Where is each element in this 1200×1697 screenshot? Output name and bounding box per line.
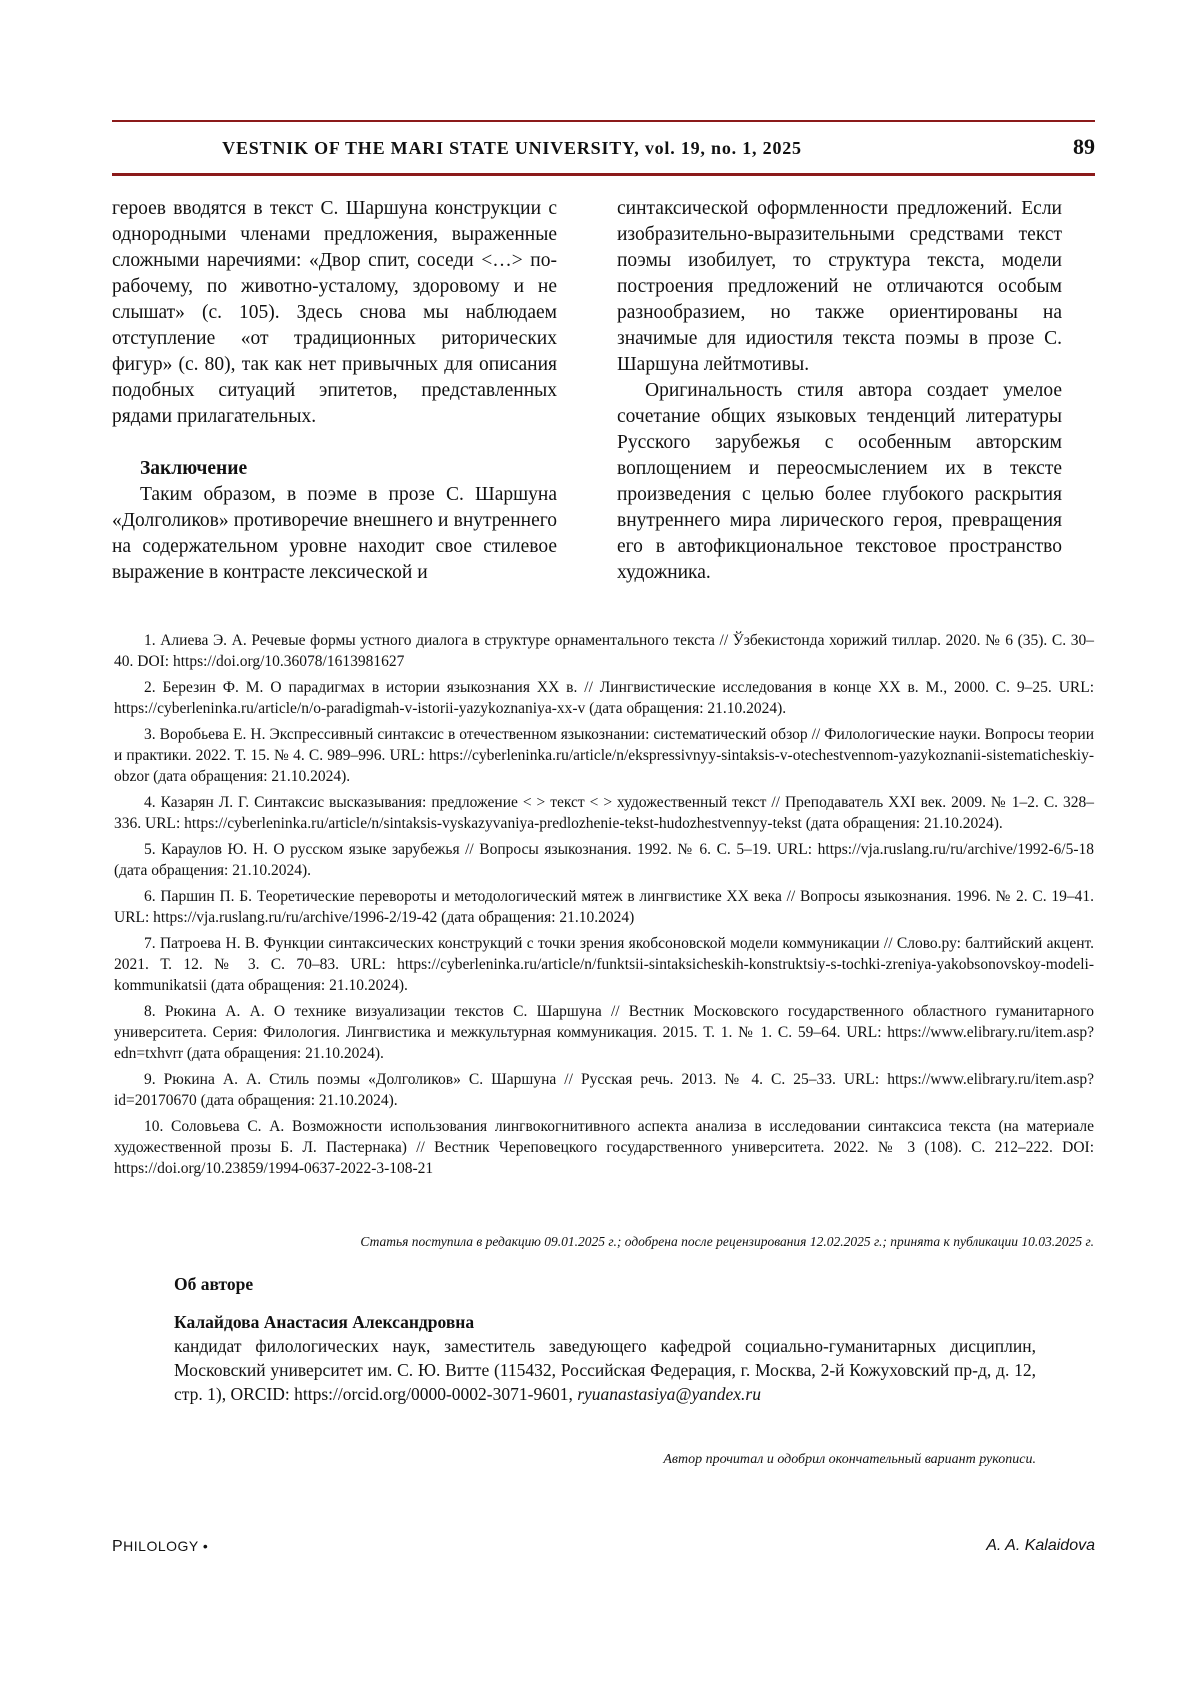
reference-item: 6. Паршин П. Б. Теоретические перевороты и методологический мятеж в лингвистике XX века // Вопросы языкознания. 1996. № 2. С. 19–41. URL: https://vja.ruslang.ru/ru/archive/1996-2/19-42 (дата обращения: 21.10.2024) <box>114 888 1094 926</box>
reference-item: 8. Рюкина А. А. О технике визуализации текстов С. Шаршуна // Вестник Московского государственного областного гуманитарного университета. Серия: Филология. Лингвистика и межкультурная коммуникация. 2015. Т. 1. № 1. С. 59–64. URL: https://www.elibrary.ru/item.asp?edn=txhvrr (дата обращения: 21.10.2024). <box>114 1003 1094 1062</box>
body-paragraph: Оригинальность стиля автора создает умелое сочетание общих языковых тенденций литературы Русского зарубежья с особенным авторским воплощением и переосмыслением их в тексте произведения с целью более глубокого раскрытия внутреннего мира лирического героя, превращения его в автофикциональное текстовое пространство художника. <box>617 380 1062 583</box>
body-column-right <box>617 196 1062 586</box>
reference-item: 9. Рюкина А. А. Стиль поэмы «Долголиков» С. Шаршуна // Русская речь. 2013. № 4. С. 25–33. URL: https://www.elibrary.ru/item.asp?id=20170670 (дата обращения: 21.10.2024). <box>114 1071 1094 1109</box>
reference-item: 2. Березин Ф. М. О парадигмах в истории языкознания XX в. // Лингвистические исследования в конце XX в. М., 2000. С. 9–25. URL: https://cyberleninka.ru/article/n/o-paradigmah-v-istorii-yazykoznaniya-xx-v (дата обращения: 21.10.2024). <box>114 679 1094 717</box>
author-name: Калайдова Анастасия Александровна <box>174 1312 475 1332</box>
reference-item: 3. Воробьева Е. Н. Экспрессивный синтаксис в отечественном языкознании: систематический обзор // Филологические науки. Вопросы теории и практики. 2022. Т. 15. № 4. С. 989–996. URL: https://cyberleninka.ru/article/n/ekspressivnyy-sintaksis-v-otechestvennom-yazykoznanii-sistematicheskiy-obzor (дата обращения: 21.10.2024). <box>114 726 1094 785</box>
reference-item: 1. Алиева Э. А. Речевые формы устного диалога в структуре орнаментального текста // Ўзбекистонда хорижий тиллар. 2020. № 6 (35). С. 30–40. DOI: https://doi.org/10.36078/1613981627 <box>114 632 1094 670</box>
header-top-rule <box>112 120 1095 122</box>
body-column-left <box>112 196 557 586</box>
body-paragraph: синтаксической оформленности предложений. Если изобразительно-выразительными средствами текст поэмы изобилует, то структура текста, модели построения предложений не отличаются особым разнообразием, но также ориентированы на значимые для идиостиля текста поэмы в прозе С. Шаршуна лейтмотивы. <box>617 198 1062 375</box>
header-bottom-rule <box>112 173 1095 176</box>
received-note: Статья поступила в редакцию 09.01.2025 г.; одобрена после рецензирования 12.02.2025 г.; принята к публикации 10.03.2025 г. <box>360 1234 1094 1249</box>
author-info <box>174 1334 1036 1406</box>
approved-note: Автор прочитал и одобрил окончательный вариант рукописи. <box>663 1452 1036 1467</box>
reference-item: 4. Казарян Л. Г. Синтаксис высказывания: предложение < > текст < > художественный текст // Преподаватель XXI век. 2009. № 1–2. С. 328–336. URL: https://cyberleninka.ru/article/n/sintaksis-vyskazyvaniya-predlozhenie-tekst-hudozhestvennyy-tekst (дата обращения: 21.10.2024). <box>114 794 1094 832</box>
reference-item: 5. Караулов Ю. Н. О русском языке зарубежья // Вопросы языкознания. 1992. № 6. С. 5–19. URL: https://vja.ruslang.ru/ru/archive/1992-6/5-18 (дата обращения: 21.10.2024). <box>114 841 1094 879</box>
section-heading-conclusion: Заключение <box>140 458 248 479</box>
author-email[interactable]: ryuanastasiya@yandex.ru <box>577 1384 761 1404</box>
author-affiliation: кандидат филологических наук, заместитель заведующего кафедрой социально-гуманитарных дисциплин, Московский университет им. С. Ю. Витте (115432, Российская Федерация, г. Москва, 2-й Кожуховский пр-д, д. 12, стр. 1), ORCID: https://orcid.org/0000-0002-3071-9601, <box>174 1336 1036 1404</box>
journal-volume: vol. 19, no. 1, 2025 <box>644 138 802 158</box>
body-paragraph: героев вводятся в текст С. Шаршуна конструкции с однородными членами предложения, выраженные сложными наречиями: «Двор спит, соседи <…> по-рабочему, по животно-усталому, здоровому и не слышат» (с. 105). Здесь снова мы наблюдаем отступление «от традиционных риторических фигур» (с. 80), так как нет привычных для описания подобных ситуаций эпитетов, представленных рядами прилагательных. <box>112 198 557 427</box>
footer-section <box>112 1538 208 1556</box>
about-heading: Об авторе <box>174 1274 254 1294</box>
footer-author: A. A. Kalaidova <box>986 1537 1095 1554</box>
body-paragraph: Таким образом, в поэме в прозе С. Шаршуна «Долголиков» противоречие внешнего и внутреннего на содержательном уровне находит свое стилевое выражение в контрасте лексической и <box>112 484 557 583</box>
footer-section-initial: P <box>112 1538 124 1555</box>
about-author <box>174 1272 1036 1406</box>
running-head <box>112 138 912 159</box>
reference-item: 7. Патроева Н. В. Функции синтаксических конструкций с точки зрения якобсоновской модели коммуникации // Слово.ру: балтийский акцент. 2021. Т. 12. № 3. С. 70–83. URL: https://cyberleninka.ru/article/n/funktsii-sintaksicheskih-konstruktsiy-s-tochki-zreniya-yakobsonovskoy-modeli-kommunikatsii (дата обращения: 21.10.2024). <box>114 935 1094 994</box>
reference-item: 10. Соловьева С. А. Возможности использования лингвокогнитивного аспекта анализа в исследовании синтаксиса текста (на материале художественной прозы Б. Л. Пастернака) // Вестник Череповецкого государственного университета. 2022. № 3 (108). С. 212–222. DOI: https://doi.org/10.23859/1994-0637-2022-3-108-21 <box>114 1118 1094 1177</box>
reference-list <box>114 630 1094 1184</box>
journal-title: VESTNIK OF THE MARI STATE UNIVERSITY, <box>222 138 640 158</box>
footer-bullet-icon: • <box>202 1538 209 1554</box>
page-number: 89 <box>1073 134 1095 159</box>
footer-section-rest: HILOLOGY <box>123 1538 199 1554</box>
